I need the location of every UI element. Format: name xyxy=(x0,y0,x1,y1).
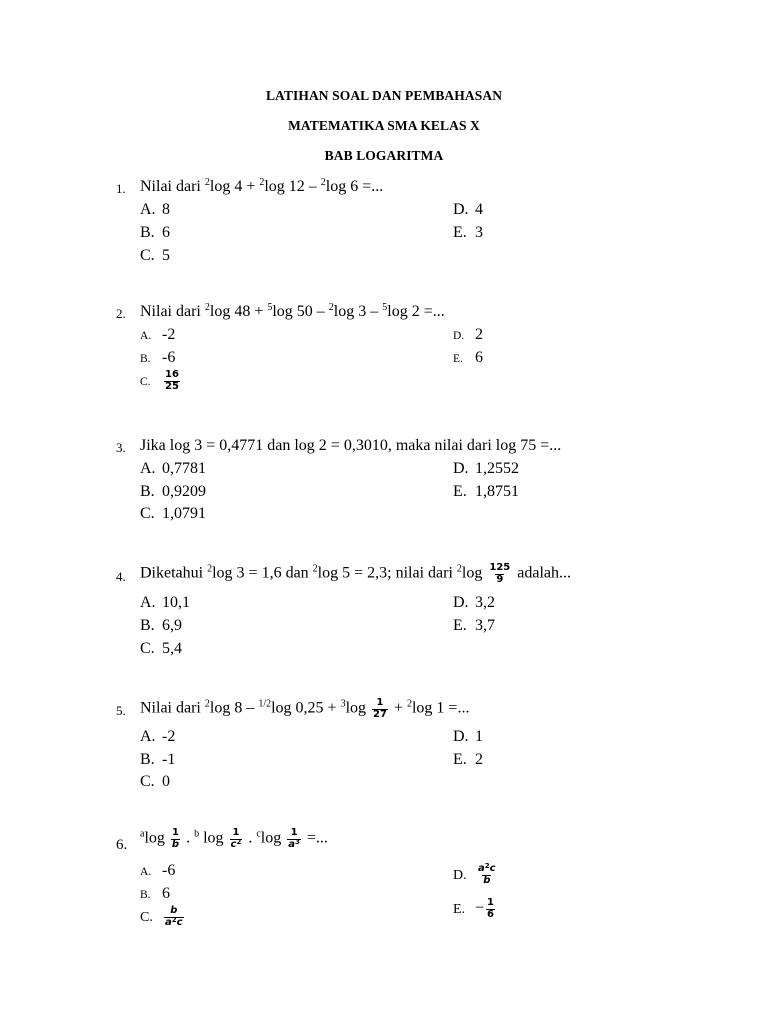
option-b: B. -1 xyxy=(140,751,176,768)
option-b: B. 6 xyxy=(140,224,170,241)
option-c: C. 1,0791 xyxy=(140,505,206,522)
option-b: B. 0,9209 xyxy=(140,483,206,500)
option-b: B. 6,9 xyxy=(140,617,182,634)
question-number: 5. xyxy=(116,703,126,718)
question-stem: Nilai dari $^2$log 8 – $^{1/2}$log 0,25 + $^3$log $\frac{1}{27}$ + $^2$log 1 =... xyxy=(140,697,470,720)
question-number: 2. xyxy=(116,306,126,321)
fraction: $\frac{b}{a^2c}$ xyxy=(165,905,183,928)
fraction: $\frac{1}{a^3}$ xyxy=(288,827,300,850)
fraction: $\frac{1}{c^2}$ xyxy=(230,827,242,850)
option-d: D. $\frac{a^2c}{b}$ xyxy=(453,862,496,886)
option-e: E. − $\frac{1}{6}$ xyxy=(453,897,494,920)
option-a: A. 8 xyxy=(140,201,170,218)
option-e: E. 3 xyxy=(453,224,483,241)
option-a: A. -2 xyxy=(140,728,176,745)
option-c: C. 5,4 xyxy=(140,640,182,657)
question-number: 3. xyxy=(116,440,126,455)
option-d: D. 2 xyxy=(453,326,483,343)
option-b: B. 6 xyxy=(140,885,170,902)
fraction: $\frac{1}{6}$ xyxy=(487,897,494,920)
question-number: 1. xyxy=(116,181,126,196)
option-d: D. 1 xyxy=(453,728,483,745)
question-stem: Nilai dari $^2$log 4 + $^2$log 12 – $^2$log 6 =... xyxy=(140,177,384,195)
question-stem: $^a$log $\frac{1}{b}$ . $^b$ log $\frac{1}{c^2}$ . $^c$log $\frac{1}{a^3}$ =... xyxy=(140,827,328,850)
fraction: $\frac{1}{b}$ xyxy=(171,827,180,850)
option-a: A. -2 xyxy=(140,326,176,343)
option-d: D. 1,2552 xyxy=(453,460,519,477)
fraction: $\frac{1}{27}$ xyxy=(373,697,387,720)
option-e: E. 1,8751 xyxy=(453,483,519,500)
question-stem: Nilai dari $^2$log 48 + $^5$log 50 – $^2$log 3 – $^5$log 2 =... xyxy=(140,302,445,320)
option-c: C. 0 xyxy=(140,773,170,790)
option-c: C. $\frac{16}{25}$ xyxy=(140,369,179,392)
option-c: C. 5 xyxy=(140,247,170,264)
option-a: A. -6 xyxy=(140,862,176,879)
question-stem: Jika log 3 = 0,4771 dan log 2 = 0,3010, maka nilai dari log 75 =... xyxy=(140,437,562,454)
fraction: $\frac{125}{9}$ xyxy=(489,562,511,585)
option-b: B. -6 xyxy=(140,349,176,366)
header-subject: MATEMATIKA SMA KELAS X xyxy=(288,118,480,133)
option-e: E. 6 xyxy=(453,349,483,366)
option-e: E. 3,7 xyxy=(453,617,495,634)
option-c: C. $\frac{b}{a^2c}$ xyxy=(140,905,183,928)
option-e: E. 2 xyxy=(453,751,483,768)
fraction: $\frac{16}{25}$ xyxy=(165,369,179,392)
question-number: 6. xyxy=(116,837,128,853)
header-chapter: BAB LOGARITMA xyxy=(324,148,444,163)
question-number: 4. xyxy=(116,569,126,584)
question-stem: Diketahui $^2$log 3 = 1,6 dan $^2$log 5 = 2,3; nilai dari $^2$log $\frac{125}{9}$ adalah... xyxy=(140,562,571,585)
option-a: A. 0,7781 xyxy=(140,460,206,477)
header-title: LATIHAN SOAL DAN PEMBAHASAN xyxy=(265,88,503,103)
fraction: $\frac{a^2c}{b}$ xyxy=(478,862,496,886)
option-d: D. 3,2 xyxy=(453,594,495,611)
option-d: D. 4 xyxy=(453,201,483,218)
option-a: A. 10,1 xyxy=(140,594,190,611)
